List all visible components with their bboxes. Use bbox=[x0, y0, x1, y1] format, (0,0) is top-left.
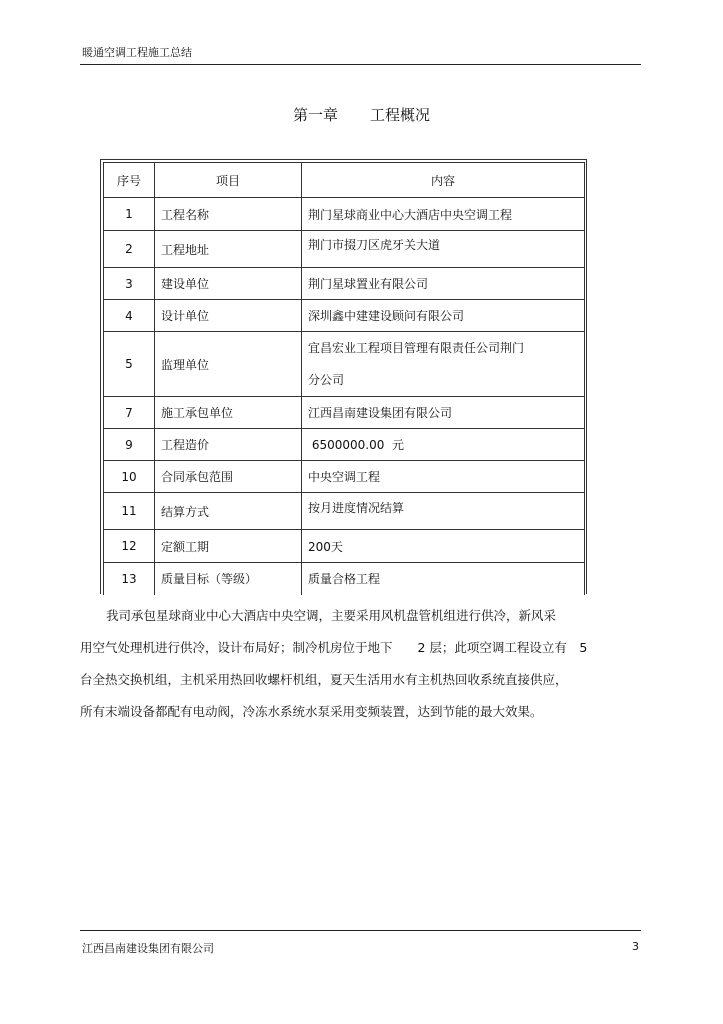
table-row bbox=[104, 300, 585, 332]
row-number: 5 bbox=[104, 332, 155, 397]
row-number: 3 bbox=[104, 268, 155, 300]
row-item: 结算方式 bbox=[155, 493, 302, 530]
row-item: 设计单位 bbox=[155, 300, 302, 332]
header-divider bbox=[80, 64, 641, 65]
row-content: 200天 bbox=[302, 530, 585, 563]
footer-divider bbox=[80, 930, 641, 931]
table-row bbox=[104, 397, 585, 429]
row-number: 2 bbox=[104, 231, 155, 268]
row-item: 建设单位 bbox=[155, 268, 302, 300]
table-row bbox=[104, 530, 585, 563]
table-row bbox=[104, 429, 585, 461]
row-content-line-1: 宜昌宏业工程项目管理有限责任公司荆门 bbox=[308, 341, 525, 355]
row-content: 质量合格工程 bbox=[302, 563, 585, 595]
row-item: 工程名称 bbox=[155, 198, 302, 231]
row-number: 7 bbox=[104, 397, 155, 429]
running-header: 暖通空调工程施工总结 bbox=[82, 46, 192, 59]
row-content: 荆门星球商业中心大酒店中央空调工程 bbox=[302, 198, 585, 231]
row-number: 4 bbox=[104, 300, 155, 332]
row-content: 荆门星球置业有限公司 bbox=[302, 268, 585, 300]
row-item: 质量目标（等级） bbox=[155, 563, 302, 595]
footer-company: 江西昌南建设集团有限公司 bbox=[82, 942, 214, 955]
row-content: 荆门市掇刀区虎牙关大道 bbox=[302, 231, 585, 268]
table-row bbox=[104, 268, 585, 300]
table-row bbox=[104, 198, 585, 231]
row-number: 10 bbox=[104, 461, 155, 493]
overview-paragraph bbox=[80, 600, 642, 728]
row-number: 1 bbox=[104, 198, 155, 231]
row-content: 江西昌南建设集团有限公司 bbox=[302, 397, 585, 429]
table-row bbox=[104, 493, 585, 530]
table-row bbox=[104, 332, 585, 397]
paragraph-line: 台全热交换机组，主机采用热回收螺杆机组，夏天生活用水有主机热回收系统直接供应， bbox=[80, 672, 568, 687]
row-number: 12 bbox=[104, 530, 155, 563]
row-content bbox=[302, 332, 585, 397]
row-number: 11 bbox=[104, 493, 155, 530]
row-number: 9 bbox=[104, 429, 155, 461]
row-item: 工程造价 bbox=[155, 429, 302, 461]
table-row bbox=[104, 563, 585, 595]
table-row bbox=[104, 461, 585, 493]
paragraph-line: 所有末端设备都配有电动阀，冷冻水系统水泵采用变频装置，达到节能的最大效果。 bbox=[80, 704, 543, 719]
chapter-title bbox=[0, 104, 723, 125]
row-content: 中央空调工程 bbox=[302, 461, 585, 493]
row-content: 按月进度情况结算 bbox=[302, 493, 585, 530]
row-item: 合同承包范围 bbox=[155, 461, 302, 493]
paragraph-line: 用空气处理机进行供冷，设计布局好；制冷机房位于地下 2 层；此项空调工程设立有 5 bbox=[80, 640, 588, 655]
row-content: 6500000.00 元 bbox=[302, 429, 585, 461]
paragraph-line: 我司承包星球商业中心大酒店中央空调，主要采用风机盘管机组进行供冷，新风采 bbox=[106, 608, 557, 623]
chapter-heading: 工程概况 bbox=[370, 106, 431, 124]
table-row bbox=[104, 231, 585, 268]
row-item: 定额工期 bbox=[155, 530, 302, 563]
row-item: 施工承包单位 bbox=[155, 397, 302, 429]
page-number: 3 bbox=[632, 940, 639, 953]
header-cell-no: 序号 bbox=[104, 163, 155, 198]
row-item: 监理单位 bbox=[155, 332, 302, 397]
row-item: 工程地址 bbox=[155, 231, 302, 268]
row-content: 深圳鑫中建建设顾问有限公司 bbox=[302, 300, 585, 332]
header-cell-item: 项目 bbox=[155, 163, 302, 198]
row-number: 13 bbox=[104, 563, 155, 595]
chapter-number: 第一章 bbox=[292, 106, 338, 124]
header-cell-content: 内容 bbox=[302, 163, 585, 198]
table-header-row bbox=[104, 163, 585, 198]
project-overview-table bbox=[103, 162, 585, 595]
row-content-line-2: 分公司 bbox=[308, 373, 345, 387]
